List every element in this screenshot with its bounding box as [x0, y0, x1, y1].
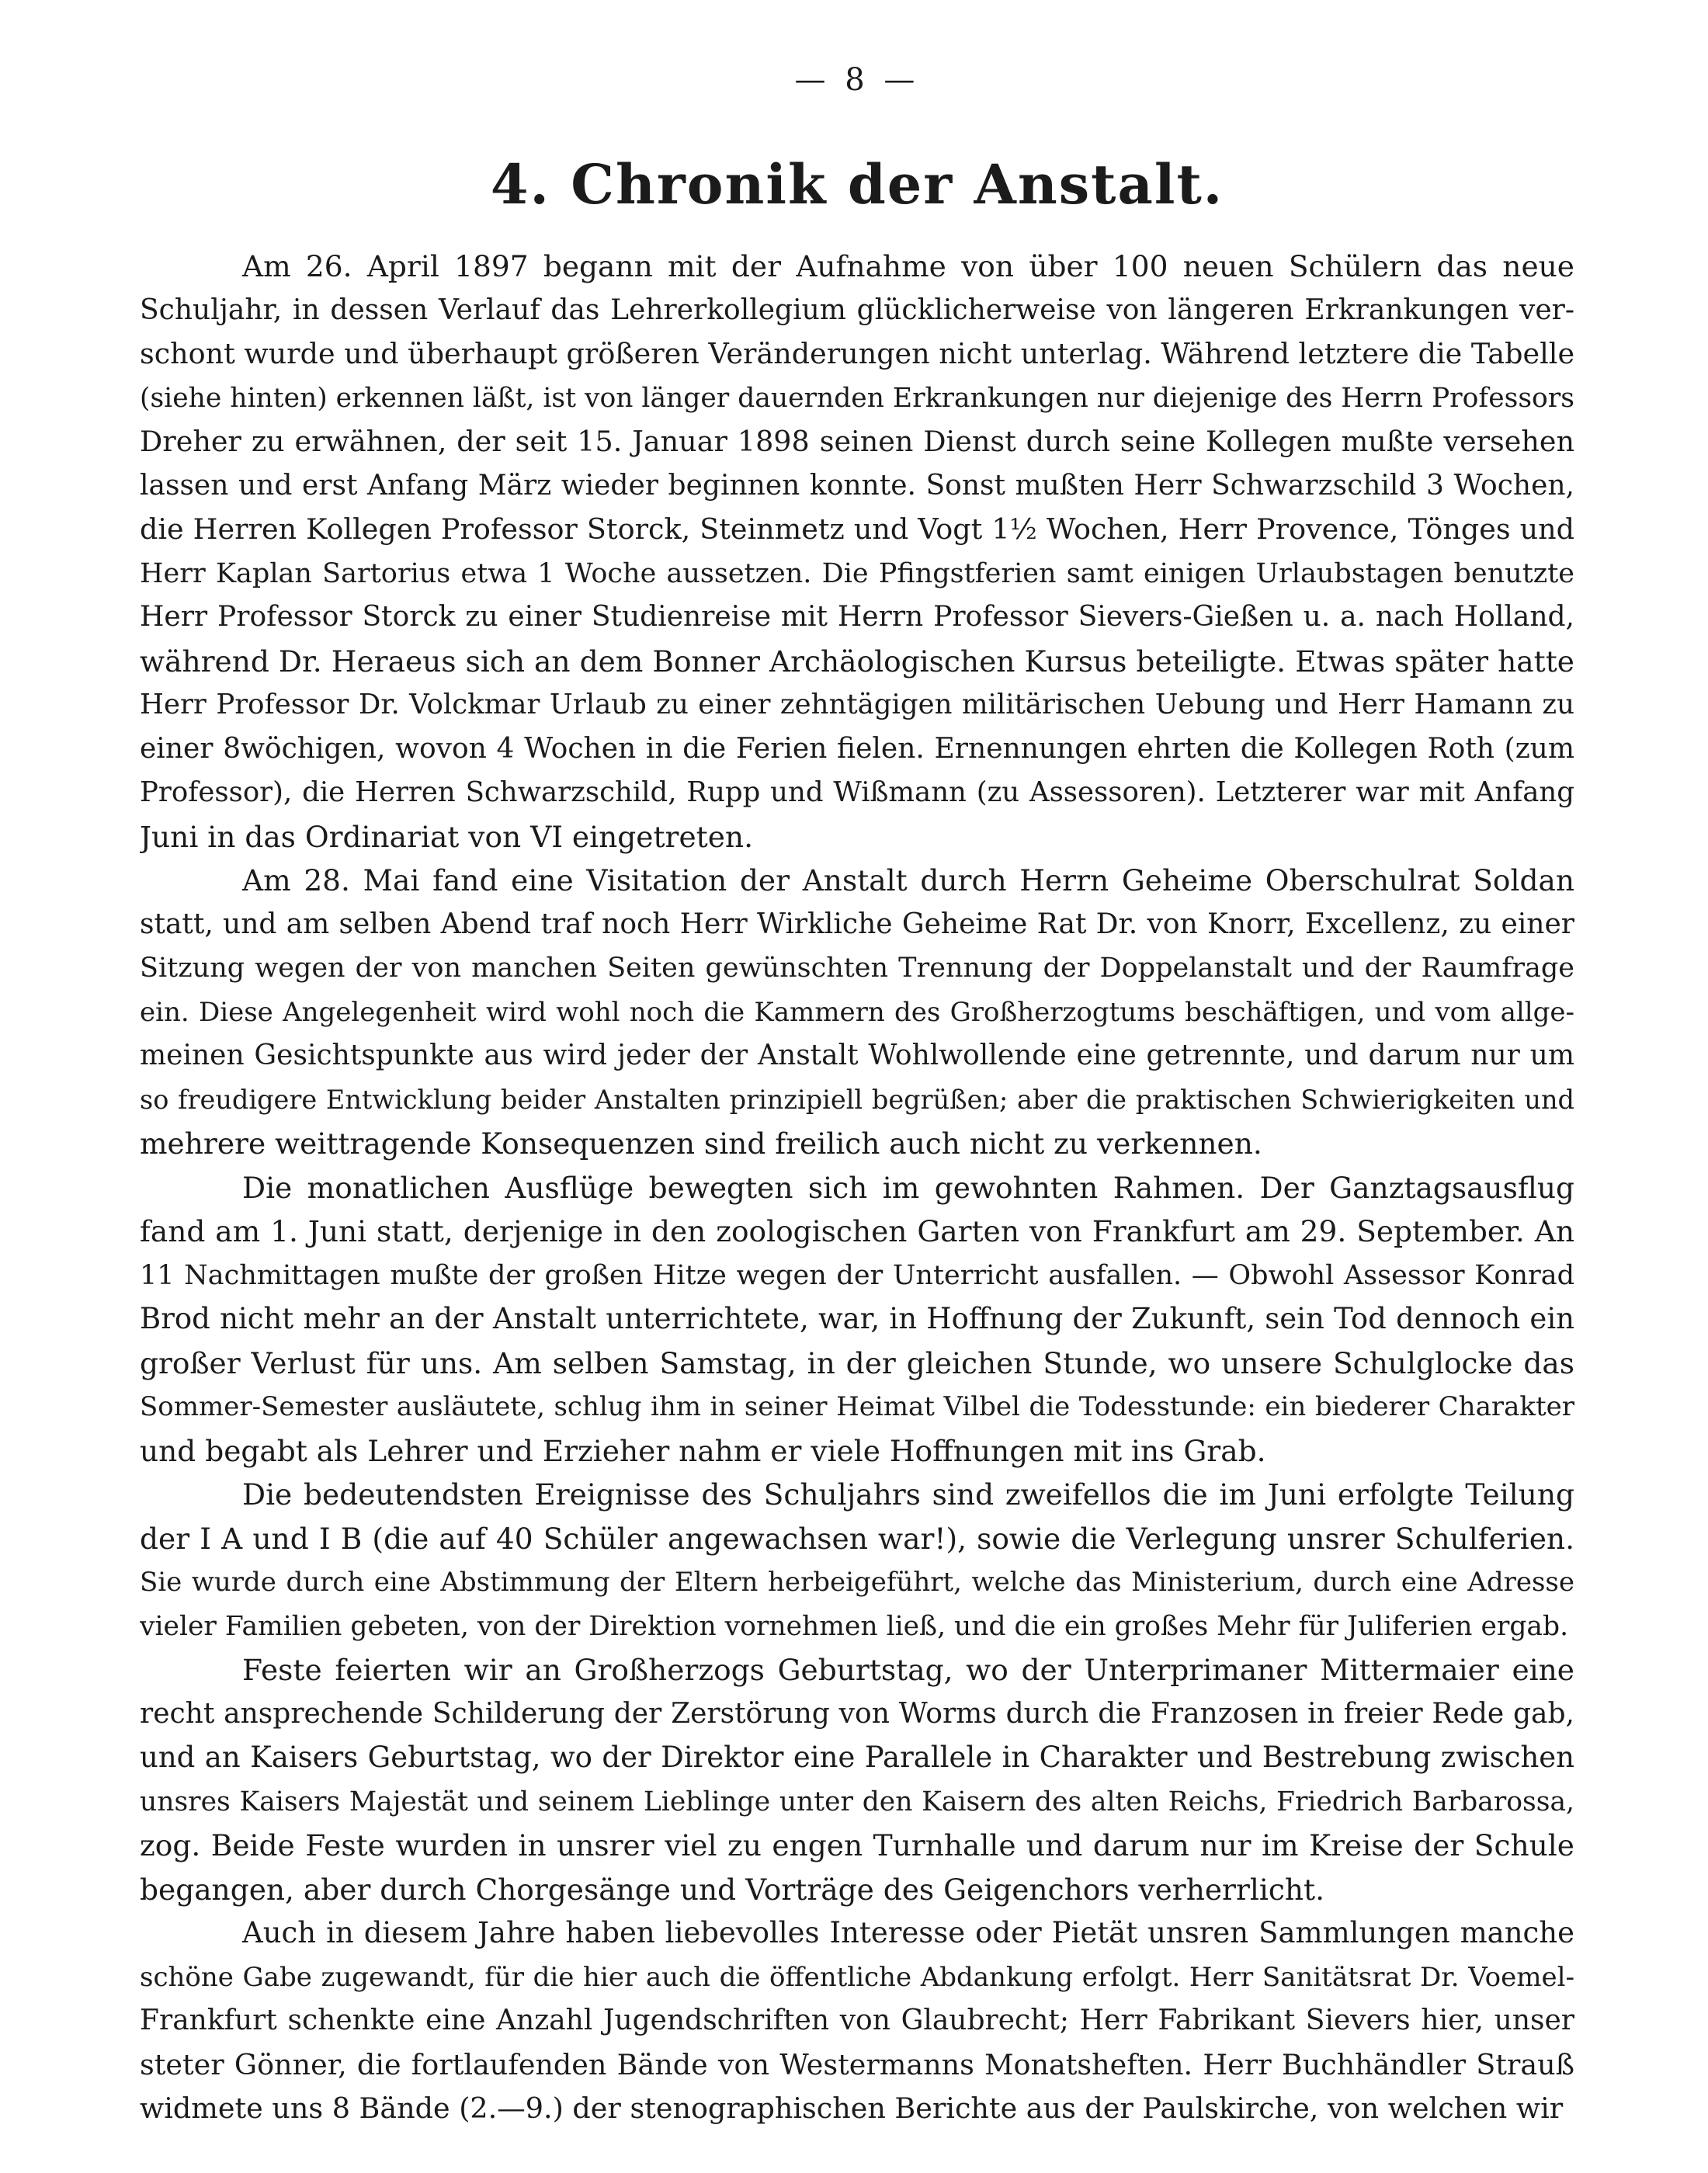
- paragraph: [140, 1166, 1574, 1474]
- text-line: die Herren Kollegen Professor Storck, Steinmetz und Vogt 1½ Wochen, Herr Provence, Tönges und: [140, 512, 1574, 546]
- body-text: [140, 245, 1574, 2131]
- text-line: unsres Kaisers Majestät und seinem Lieblinge unter den Kaisern des alten Reichs, Friedrich Barbarossa,: [140, 1786, 1574, 1817]
- paragraph: [140, 1911, 1574, 2131]
- chapter-title: 4. Chronik der Anstalt.: [490, 152, 1224, 217]
- page-number: — 8 —: [794, 62, 920, 98]
- text-line: Am 26. April 1897 begann mit der Aufnahme von über 100 neuen Schülern das neue: [242, 249, 1574, 283]
- text-line: mehrere weittragende Konsequenzen sind freilich auch nicht zu verkennen.: [140, 1126, 1262, 1161]
- paragraph: [140, 1648, 1574, 1911]
- paragraph: [140, 245, 1574, 859]
- text-line: Herr Professor Storck zu einer Studienreise mit Herrn Professor Sievers-Gießen u. a. nach Holland,: [140, 601, 1574, 633]
- text-line: lassen und erst Anfang März wieder beginnen konnte. Sonst mußten Herr Schwarzschild 3 Wochen,: [140, 469, 1574, 502]
- text-line: während Dr. Heraeus sich an dem Bonner Archäologischen Kursus beteiligte. Etwas später hatte: [140, 644, 1574, 679]
- text-line: Professor), die Herren Schwarzschild, Rupp und Wißmann (zu Assessoren). Letzterer war mit Anfang: [140, 776, 1574, 808]
- text-line: Die monatlichen Ausflüge bewegten sich im gewohnten Rahmen. Der Ganztagsausflug: [242, 1170, 1574, 1205]
- text-line: Die bedeutendsten Ereignisse des Schuljahrs sind zweifellos die im Juni erfolgte Teilung: [242, 1477, 1574, 1512]
- text-line: Sommer-Semester ausläutete, schlug ihm in seiner Heimat Vilbel die Todesstunde: ein biederer Charakter: [140, 1391, 1574, 1422]
- text-line: der I A und I B (die auf 40 Schüler angewachsen war!), sowie die Verlegung unsrer Schulferien.: [140, 1521, 1574, 1556]
- text-line: Herr Kaplan Sartorius etwa 1 Woche aussetzen. Die Pfingstferien samt einigen Urlaubstagen benutzte: [140, 557, 1574, 589]
- text-line: recht ansprechende Schilderung der Zerstörung von Worms durch die Franzosen in freier Rede gab,: [140, 1697, 1574, 1730]
- text-line: und begabt als Lehrer und Erzieher nahm er viele Hoffnungen mit ins Grab.: [140, 1433, 1266, 1468]
- text-line: (siehe hinten) erkennen läßt, ist von länger dauernden Erkrankungen nur diejenige des Herrn Professors: [140, 382, 1574, 414]
- text-line: meinen Gesichtspunkte aus wird jeder der Anstalt Wohlwollende eine getrennte, und darum nur um: [140, 1040, 1574, 1071]
- paragraph: [140, 1473, 1574, 1648]
- text-line: großer Verlust für uns. Am selben Samstag, in der gleichen Stunde, wo unsere Schulglocke das: [140, 1345, 1574, 1380]
- text-line: Brod nicht mehr an der Anstalt unterrichtete, war, in Hoffnung der Zukunft, sein Tod dennoch ein: [140, 1302, 1574, 1335]
- text-line: einer 8wöchigen, wovon 4 Wochen in die Ferien fielen. Ernennungen ehrten die Kollegen Roth (zum: [140, 732, 1574, 765]
- text-line: Schuljahr, in dessen Verlauf das Lehrerkollegium glücklicherweise von längeren Erkrankungen ver-: [140, 293, 1574, 326]
- text-line: Sitzung wegen der von manchen Seiten gewünschten Trennung der Doppelanstalt und der Raumfrage: [140, 953, 1574, 984]
- text-line: und an Kaisers Geburtstag, wo der Direktor eine Parallele in Charakter und Bestrebung zwischen: [140, 1741, 1574, 1774]
- text-line: steter Gönner, die fortlaufenden Bände von Westermanns Monatsheften. Herr Buchhändler Strauß: [140, 2047, 1574, 2081]
- text-line: schöne Gabe zugewandt, für die hier auch die öffentliche Abdankung erfolgt. Herr Sanitätsrat Dr. Voemel-: [140, 1961, 1574, 1993]
- text-line: Am 28. Mai fand eine Visitation der Anstalt durch Herrn Geheime Oberschulrat Soldan: [242, 863, 1574, 897]
- text-line: Frankfurt schenkte eine Anzahl Jugendschriften von Glaubrecht; Herr Fabrikant Sievers hier, unser: [140, 2005, 1574, 2036]
- text-line: begangen, aber durch Chorgesänge und Vorträge des Geigenchors verherrlicht.: [140, 1872, 1325, 1907]
- text-line: fand am 1. Juni statt, derjenige in den zoologischen Garten von Frankfurt am 29. September. An: [140, 1214, 1574, 1248]
- document-page: [140, 62, 1574, 2143]
- text-line: widmete uns 8 Bände (2.—9.) der stenographischen Berichte aus der Paulskirche, von welchen wir: [140, 2091, 1564, 2125]
- text-line: schont wurde und überhaupt größeren Veränderungen nicht unterlag. Während letztere die Tabelle: [140, 337, 1574, 370]
- text-line: statt, und am selben Abend traf noch Herr Wirkliche Geheime Rat Dr. von Knorr, Excellenz, zu einer: [140, 908, 1574, 940]
- text-line: vieler Familien gebeten, von der Direktion vornehmen ließ, und die ein großes Mehr für Juliferien ergab.: [140, 1610, 1569, 1642]
- text-line: zog. Beide Feste wurden in unsrer viel zu engen Turnhalle und darum nur im Kreise der Schule: [140, 1828, 1574, 1862]
- text-line: Feste feierten wir an Großherzogs Geburtstag, wo der Unterprimaner Mittermaier eine: [242, 1653, 1574, 1687]
- text-line: so freudigere Entwicklung beider Anstalten prinzipiell begrüßen; aber die praktischen Schwierigkeiten und: [140, 1084, 1574, 1115]
- text-line: 11 Nachmittagen mußte der großen Hitze wegen der Unterricht ausfallen. — Obwohl Assessor Konrad: [140, 1259, 1574, 1291]
- text-line: ein. Diese Angelegenheit wird wohl noch die Kammern des Großherzogtums beschäftigen, und vom allge-: [140, 996, 1574, 1028]
- paragraph: [140, 859, 1574, 1166]
- text-line: Herr Professor Dr. Volckmar Urlaub zu einer zehntägigen militärischen Uebung und Herr Hamann zu: [140, 689, 1574, 720]
- text-line: Auch in diesem Jahre haben liebevolles Interesse oder Pietät unsren Sammlungen manche: [242, 1916, 1574, 1949]
- text-line: Dreher zu erwähnen, der seit 15. Januar 1898 seinen Dienst durch seine Kollegen mußte versehen: [140, 425, 1574, 458]
- text-line: Sie wurde durch eine Abstimmung der Eltern herbeigeführt, welche das Ministerium, durch eine Adresse: [140, 1567, 1574, 1598]
- text-line: Juni in das Ordinariat von VI eingetreten.: [140, 819, 753, 854]
